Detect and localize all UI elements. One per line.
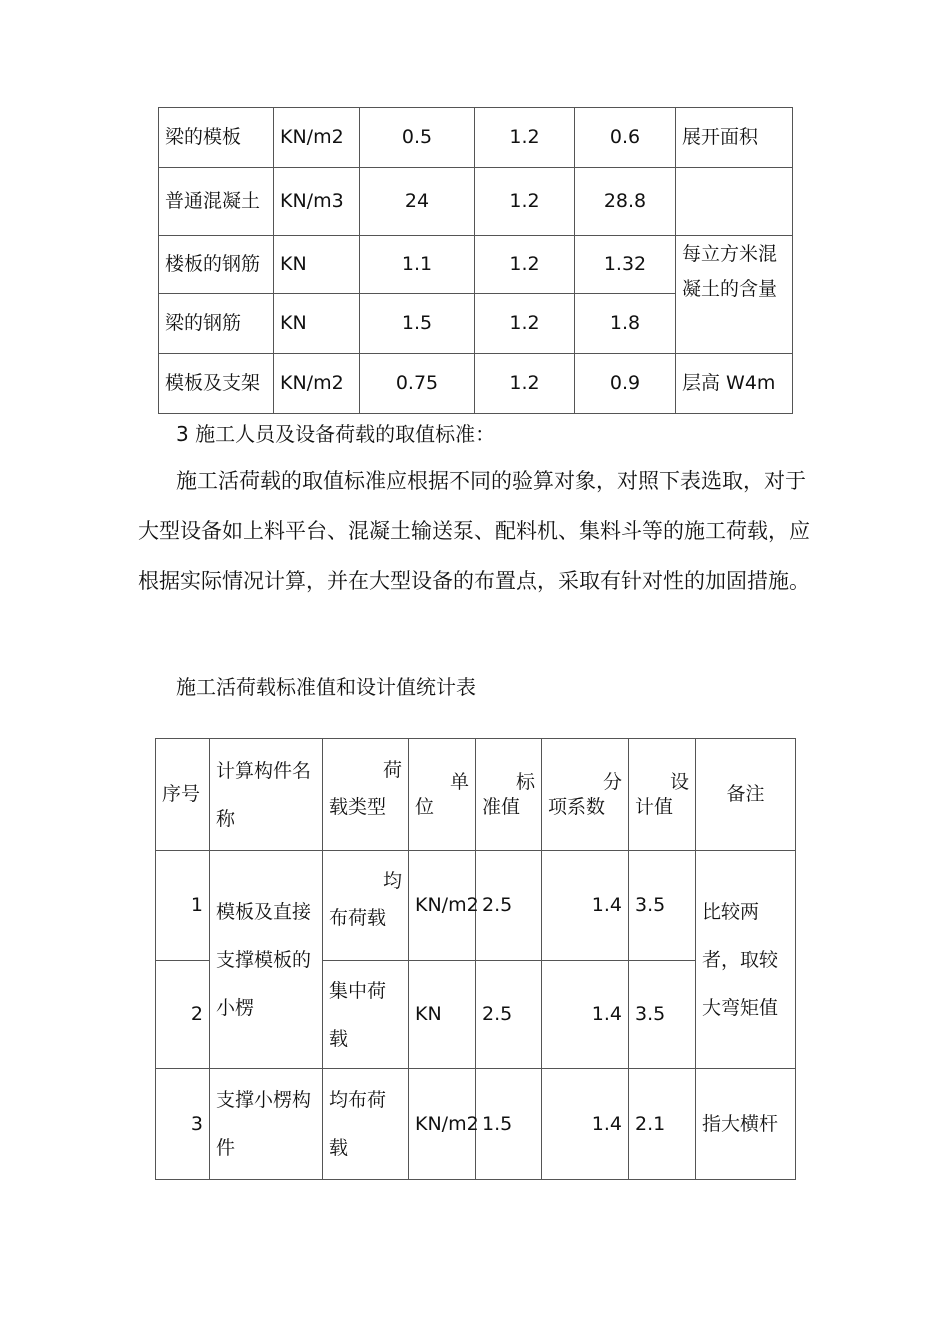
item-cell: 梁的钢筋 <box>159 294 274 354</box>
header-component: 计算构件名称 <box>210 739 323 851</box>
standard-value-cell: 24 <box>360 168 475 236</box>
factor-cell: 1.4 <box>542 1069 629 1180</box>
factor-cell: 1.2 <box>475 294 575 354</box>
item-cell: 梁的模板 <box>159 108 274 168</box>
seq-cell: 1 <box>156 851 210 961</box>
design-value-cell: 0.6 <box>575 108 676 168</box>
seq-cell: 2 <box>156 961 210 1069</box>
design-value-cell: 2.1 <box>629 1069 696 1180</box>
merged-component-cell: 模板及直接支撑模板的小楞 <box>210 851 323 1069</box>
body-paragraph: 施工活荷载的取值标准应根据不同的验算对象，对照下表选取，对于大型设备如上料平台、混凝土输送泵、配料机、集料斗等的施工荷载，应根据实际情况计算，并在大型设备的布置点，采取有针对性的加固措施。 <box>138 469 810 593</box>
unit-cell: KN/m2 <box>274 108 360 168</box>
table-row <box>159 108 793 168</box>
header-standard-a: 标 <box>515 770 535 793</box>
load-type-cell: 集中荷载 <box>323 961 409 1069</box>
standard-value-cell: 0.75 <box>360 354 475 414</box>
header-seq: 序号 <box>156 739 210 851</box>
note-cell <box>676 168 793 236</box>
design-value-cell: 0.9 <box>575 354 676 414</box>
load-type-b: 布荷载 <box>329 907 387 929</box>
header-unit <box>409 739 476 851</box>
load-type-a: 均 <box>382 870 402 892</box>
header-standard-b: 准值 <box>482 795 521 818</box>
design-value-cell: 3.5 <box>629 961 696 1069</box>
design-value-cell: 1.32 <box>575 236 676 294</box>
unit-cell: KN <box>274 236 360 294</box>
note-cell: 层高 W4m <box>676 354 793 414</box>
standard-value-cell: 0.5 <box>360 108 475 168</box>
design-value-cell: 28.8 <box>575 168 676 236</box>
standard-value-cell: 1.5 <box>360 294 475 354</box>
note-line-b: 凝土的含量 <box>682 278 778 300</box>
table-row <box>156 1069 796 1180</box>
merged-note-cell: 比较两者，取较大弯矩值 <box>696 851 796 1069</box>
unit-cell: KN/m3 <box>274 168 360 236</box>
merged-note-cell <box>676 236 793 354</box>
design-value-cell: 3.5 <box>629 851 696 961</box>
header-factor <box>542 739 629 851</box>
item-cell: 普通混凝土 <box>159 168 274 236</box>
standard-value-cell: 2.5 <box>476 961 542 1069</box>
header-note: 备注 <box>696 739 796 851</box>
standard-value-cell: 1.1 <box>360 236 475 294</box>
unit-cell: KN/m2 <box>409 851 476 961</box>
seq-cell: 3 <box>156 1069 210 1180</box>
table-row <box>159 236 793 294</box>
factor-cell: 1.2 <box>475 108 575 168</box>
header-design-a: 设 <box>669 770 689 793</box>
header-standard <box>476 739 542 851</box>
header-factor-b: 项系数 <box>548 795 606 818</box>
material-load-table <box>158 107 793 414</box>
standard-value-cell: 1.5 <box>476 1069 542 1180</box>
header-load-type-b: 载类型 <box>329 796 387 818</box>
unit-cell: KN <box>274 294 360 354</box>
header-design-b: 计值 <box>635 795 674 818</box>
unit-cell: KN <box>409 961 476 1069</box>
header-unit-a: 单 <box>449 770 469 793</box>
table-caption: 施工活荷载标准值和设计值统计表 <box>176 675 476 699</box>
item-cell: 模板及支架 <box>159 354 274 414</box>
header-load-type-a: 荷 <box>382 759 402 781</box>
factor-cell: 1.2 <box>475 168 575 236</box>
header-unit-b: 位 <box>415 795 435 818</box>
table-row <box>156 851 796 961</box>
factor-cell: 1.2 <box>475 236 575 294</box>
unit-cell: KN/m2 <box>274 354 360 414</box>
factor-cell: 1.2 <box>475 354 575 414</box>
header-load-type <box>323 739 409 851</box>
standard-value-cell: 2.5 <box>476 851 542 961</box>
unit-cell: KN/m2 <box>409 1069 476 1180</box>
section-heading: 3 施工人员及设备荷载的取值标准： <box>176 422 496 446</box>
header-design <box>629 739 696 851</box>
design-value-cell: 1.8 <box>575 294 676 354</box>
item-cell: 楼板的钢筋 <box>159 236 274 294</box>
load-type-cell: 均布荷载 <box>323 1069 409 1180</box>
factor-cell: 1.4 <box>542 961 629 1069</box>
header-row <box>156 739 796 851</box>
header-factor-a: 分 <box>602 770 622 793</box>
load-type-cell <box>323 851 409 961</box>
component-cell: 支撑小楞构件 <box>210 1069 323 1180</box>
construction-live-load-table <box>155 738 796 1180</box>
note-line-a: 每立方米混 <box>682 243 778 265</box>
table-row <box>159 354 793 414</box>
note-cell: 指大横杆 <box>696 1069 796 1180</box>
note-cell: 展开面积 <box>676 108 793 168</box>
factor-cell: 1.4 <box>542 851 629 961</box>
table-row <box>159 168 793 236</box>
